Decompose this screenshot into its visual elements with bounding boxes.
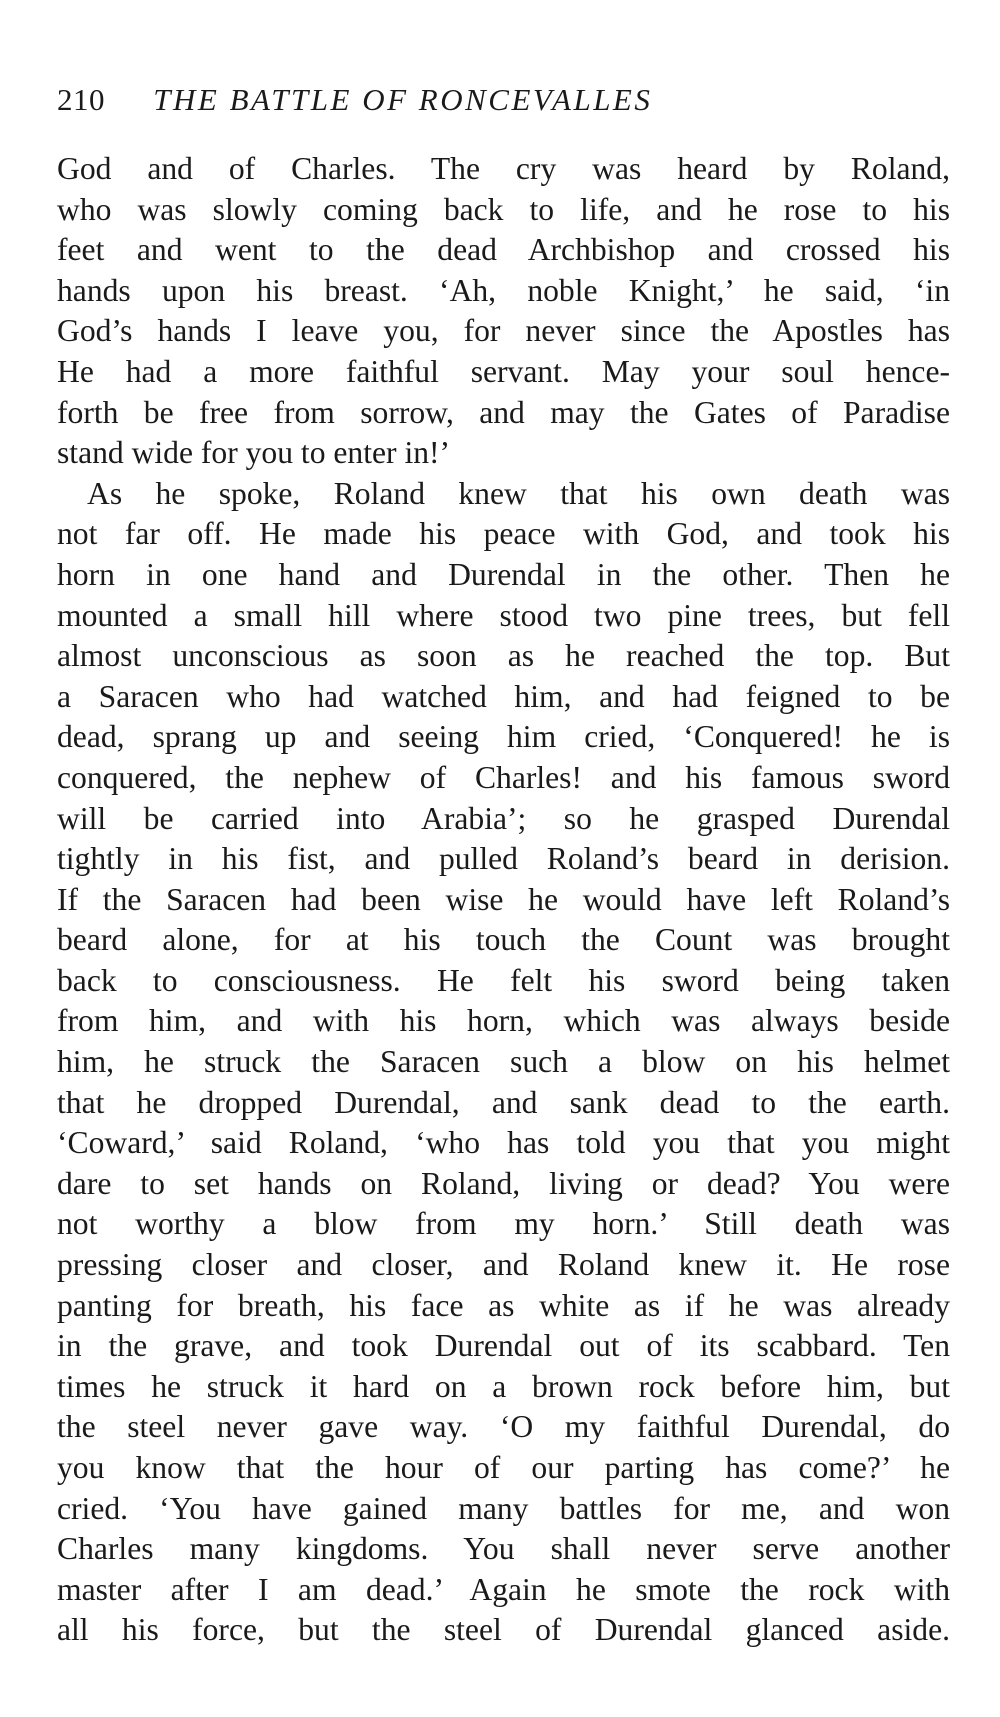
text-line: Charles many kingdoms. You shall never serve another [57, 1531, 950, 1567]
text-line: almost unconscious as soon as he reached the top. But [57, 638, 950, 674]
text-line: back to consciousness. He felt his sword being taken [57, 962, 950, 998]
text-line: from him, and with his horn, which was always beside [57, 1003, 950, 1039]
text-line: God’s hands I leave you, for never since the Apostles has [57, 313, 950, 349]
text-line: not far off. He made his peace with God, and took his [57, 516, 950, 552]
text-line: you know that the hour of our parting has come?’ he [57, 1450, 950, 1485]
paragraph-1 [57, 149, 950, 474]
body-text [57, 149, 950, 1651]
text-line: If the Saracen had been wise he would have left Roland’s [57, 881, 950, 917]
text-line: horn in one hand and Durendal in the other. Then he [57, 556, 950, 592]
page-number: 210 [57, 82, 105, 117]
running-head [57, 78, 947, 122]
text-line: that he dropped Durendal, and sank dead to the earth. [57, 1084, 950, 1120]
text-line: who was slowly coming back to life, and he rose to his [57, 191, 950, 227]
paragraph-2 [57, 474, 950, 1651]
text-line: beard alone, for at his touch the Count was brought [57, 922, 950, 958]
text-line: feet and went to the dead Archbishop and crossed his [57, 232, 950, 268]
text-line: cried. ‘You have gained many battles for me, and won [57, 1490, 950, 1526]
text-line: dead, sprang up and seeing him cried, ‘Conquered! he is [57, 719, 950, 755]
text-line: As he spoke, Roland knew that his own death was [87, 475, 950, 511]
text-line: times he struck it hard on a brown rock before him, but [57, 1368, 950, 1404]
running-title: THE BATTLE OF RONCEVALLES [153, 82, 653, 117]
text-line: panting for breath, his face as white as if he was already [57, 1287, 950, 1323]
text-line: master after I am dead.’ Again he smote the rock with [57, 1571, 950, 1607]
text-line: dare to set hands on Roland, living or dead? You were [57, 1165, 950, 1201]
text-line: mounted a small hill where stood two pine trees, but fell [57, 597, 950, 633]
text-line: him, he struck the Saracen such a blow on his helmet [57, 1044, 950, 1080]
text-line: stand wide for you to enter in!’ [57, 435, 451, 471]
text-line: tightly in his fist, and pulled Roland’s beard in derision. [57, 841, 950, 877]
text-line: hands upon his breast. ‘Ah, noble Knight,’ he said, ‘in [57, 272, 950, 308]
text-line: He had a more faithful servant. May your soul hence- [57, 353, 950, 389]
text-line: forth be free from sorrow, and may the Gates of Paradise [57, 394, 950, 430]
text-line: will be carried into Arabia’; so he grasped Durendal [57, 800, 950, 836]
text-line: conquered, the nephew of Charles! and his famous sword [57, 759, 950, 795]
text-line: God and of Charles. The cry was heard by Roland, [57, 151, 950, 186]
text-line: a Saracen who had watched him, and had feigned to be [57, 678, 950, 714]
text-line: ‘Coward,’ said Roland, ‘who has told you that you might [57, 1125, 950, 1161]
text-line: all his force, but the steel of Durendal glanced aside. [57, 1612, 950, 1648]
text-line: pressing closer and closer, and Roland knew it. He rose [57, 1247, 950, 1283]
text-line: in the grave, and took Durendal out of its scabbard. Ten [57, 1328, 950, 1364]
text-line: the steel never gave way. ‘O my faithful Durendal, do [57, 1409, 950, 1445]
text-line: not worthy a blow from my horn.’ Still death was [57, 1206, 950, 1242]
